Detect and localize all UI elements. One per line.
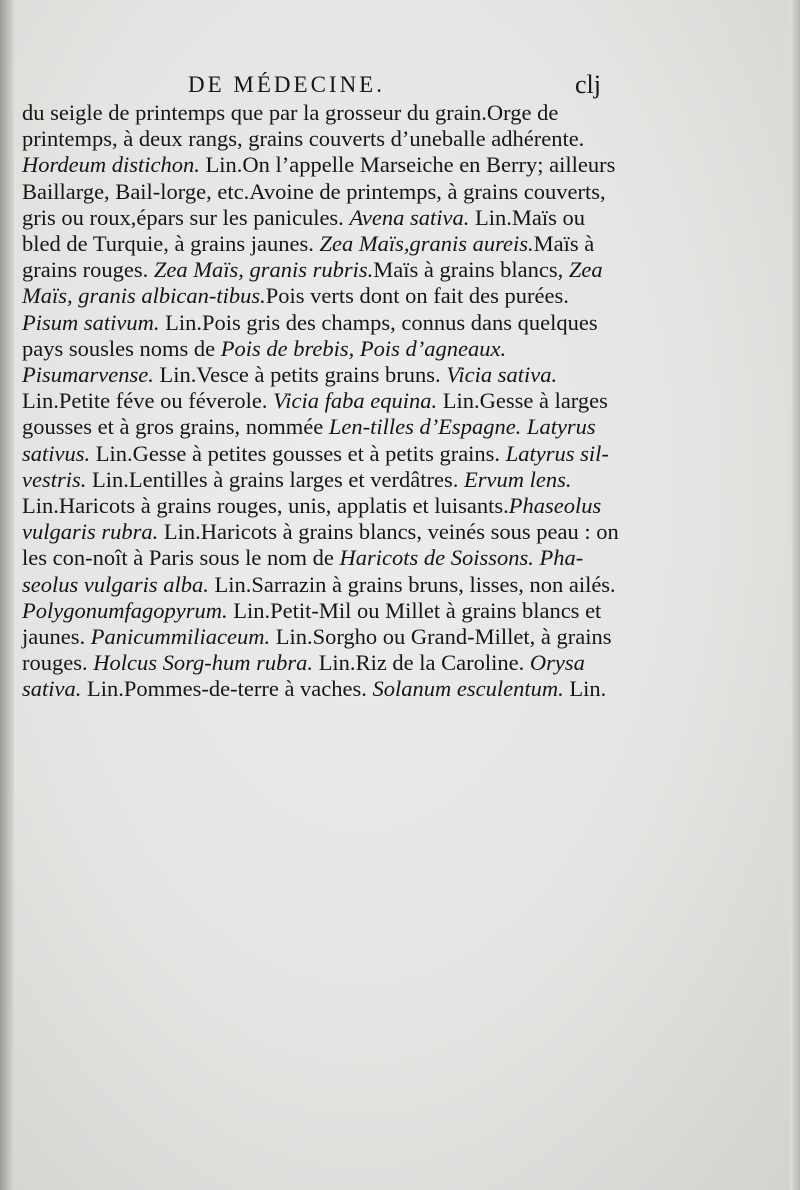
latin-name-segment: Haricots de Soissons. Pha- bbox=[339, 545, 584, 571]
text-line bbox=[22, 572, 251, 597]
latin-name-segment: fagopyrum. bbox=[124, 597, 228, 623]
latin-name-segment: Zea Maïs, bbox=[319, 231, 410, 257]
text-segment: Haricots à grains blancs, veinés sous peau : on les con- bbox=[22, 519, 619, 571]
text-segment: épars sur les panicules. bbox=[136, 204, 350, 230]
latin-name-segment: Avena sativa. bbox=[349, 204, 470, 230]
latin-name-segment: Len- bbox=[328, 414, 371, 440]
text-segment: Petite féve ou féverole. bbox=[58, 388, 274, 414]
body-text bbox=[22, 100, 626, 703]
latin-name-segment: seolus vulgaris alba. bbox=[22, 571, 209, 597]
text-line bbox=[171, 624, 313, 649]
text-segment: Pois verts dont on fait des purées. bbox=[265, 283, 569, 309]
latin-name-segment: granis aureis. bbox=[409, 231, 534, 257]
text-segment: Lin. bbox=[270, 624, 313, 650]
text-line bbox=[59, 388, 480, 413]
latin-name-segment: Holcus Sorg- bbox=[93, 650, 212, 676]
page-number: clj bbox=[575, 70, 601, 99]
text-segment: Lin. bbox=[22, 388, 59, 414]
text-segment: Sorgho ou Grand-Millet, à grains rouges. bbox=[22, 624, 612, 676]
text-segment: Gesse à larges gousses et à gros grains, nommée bbox=[22, 388, 608, 440]
text-line bbox=[22, 467, 129, 492]
text-segment: du seigle de printemps que par la grosseur du grain. bbox=[22, 100, 487, 125]
latin-name-segment: Phaseolus vulgaris rubra. bbox=[22, 493, 602, 545]
text-segment: Pois gris des champs, connus dans quelques pays sous bbox=[22, 309, 598, 361]
latin-name-segment: Polygonum bbox=[22, 597, 125, 623]
text-line bbox=[124, 676, 606, 701]
text-line bbox=[78, 362, 196, 387]
latin-name-segment: Hordeum distichon. bbox=[22, 152, 200, 178]
text-segment: Orge de printemps, à deux rangs, grains couverts d’une bbox=[22, 100, 559, 152]
text-line bbox=[216, 283, 265, 308]
text-segment: Maïs ou bled de Turquie, à grains jaunes. bbox=[22, 204, 586, 257]
text-line bbox=[59, 493, 509, 518]
latin-name-segment: hum rubra. bbox=[211, 650, 314, 676]
text-segment: Lin. bbox=[437, 388, 480, 414]
text-segment: Lin. bbox=[86, 466, 129, 492]
text-line bbox=[409, 231, 533, 256]
text-segment: Lin. bbox=[313, 650, 356, 676]
text-line bbox=[124, 598, 270, 623]
text-segment: Lin. bbox=[90, 440, 133, 466]
text-segment: Lin. bbox=[208, 571, 252, 597]
latin-name-segment: miliaceum. bbox=[170, 624, 271, 650]
text-line bbox=[93, 545, 584, 570]
page-edge-shadow-left bbox=[0, 0, 14, 1190]
text-segment: Lin. bbox=[22, 493, 59, 519]
text-segment: Gesse à petites gousses et à petits grains. bbox=[132, 440, 506, 466]
text-segment: Lin. bbox=[81, 676, 124, 702]
latin-name-segment: Solanum esculentum. bbox=[372, 676, 564, 702]
text-line bbox=[22, 100, 487, 125]
latin-name-segment: Latyrus sil- bbox=[505, 440, 609, 466]
latin-name-segment: Zea Maïs, granis rubris. bbox=[153, 257, 374, 283]
latin-name-segment: tilles d’Espagne. Latyrus sativus. bbox=[22, 414, 596, 466]
text-line bbox=[136, 205, 512, 230]
text-segment: Vesce à petits grains bruns. bbox=[196, 362, 447, 388]
text-segment: noît à Paris sous le nom de bbox=[92, 545, 340, 571]
text-segment: Riz de la Caroline. bbox=[355, 650, 530, 676]
text-line bbox=[133, 441, 609, 466]
text-segment: Lin. bbox=[227, 597, 271, 623]
latin-name-segment: Orysa sativa. bbox=[22, 650, 585, 702]
latin-name-segment: Vicia faba equina. bbox=[273, 388, 438, 414]
text-segment: Lin. bbox=[199, 152, 243, 178]
latin-name-segment: Ervum lens. bbox=[463, 466, 572, 492]
text-segment: Lin. bbox=[159, 309, 202, 335]
text-segment: Maïs à grains rouges. bbox=[22, 231, 595, 283]
text-segment: balle adhérente. bbox=[441, 126, 585, 152]
text-segment: Petit-Mil ou Millet à grains blancs et jaunes. bbox=[22, 597, 602, 650]
latin-name-segment: Pois de brebis, Pois d’agneaux. Pisum bbox=[22, 335, 507, 388]
latin-name-segment: arvense. bbox=[78, 362, 154, 388]
text-segment: les noms de bbox=[108, 335, 221, 361]
page-edge-shadow-right bbox=[790, 0, 800, 1190]
text-segment: Lin. bbox=[153, 362, 197, 388]
text-line bbox=[160, 179, 249, 204]
page-header bbox=[0, 70, 800, 104]
latin-name-segment: Panicum bbox=[90, 624, 171, 650]
latin-name-segment: Zea Maïs, granis albican- bbox=[22, 257, 603, 309]
text-segment: Lin. bbox=[563, 676, 607, 702]
text-segment: Avoine de printemps, à grains couverts, gris ou roux, bbox=[22, 178, 606, 230]
text-segment: Lin. bbox=[469, 204, 512, 230]
text-line bbox=[212, 650, 356, 675]
text-segment: Pommes-de-terre à vaches. bbox=[123, 676, 373, 702]
latin-name-segment: tibus. bbox=[216, 283, 266, 309]
running-head: DE MÉDECINE. bbox=[188, 72, 385, 97]
latin-name-segment: vestris. bbox=[22, 466, 87, 492]
text-segment: Sarrazin à grains bruns, lisses, non ailés. bbox=[251, 571, 616, 597]
text-segment: lorge, etc. bbox=[160, 178, 250, 204]
latin-name-segment: Vicia sativa. bbox=[446, 362, 558, 388]
text-segment: On l’appelle Marseiche en Berry; ailleurs Baillarge, Bail- bbox=[22, 152, 616, 204]
text-segment: Haricots à grains rouges, unis, applatis et luisants. bbox=[58, 493, 509, 519]
text-segment: Maïs à grains blancs, bbox=[373, 257, 569, 283]
text-segment: Lin. bbox=[158, 519, 201, 545]
latin-name-segment: Pisum sativum. bbox=[22, 309, 160, 335]
text-segment: Lentilles à grains larges et verdâtres. bbox=[128, 466, 464, 492]
